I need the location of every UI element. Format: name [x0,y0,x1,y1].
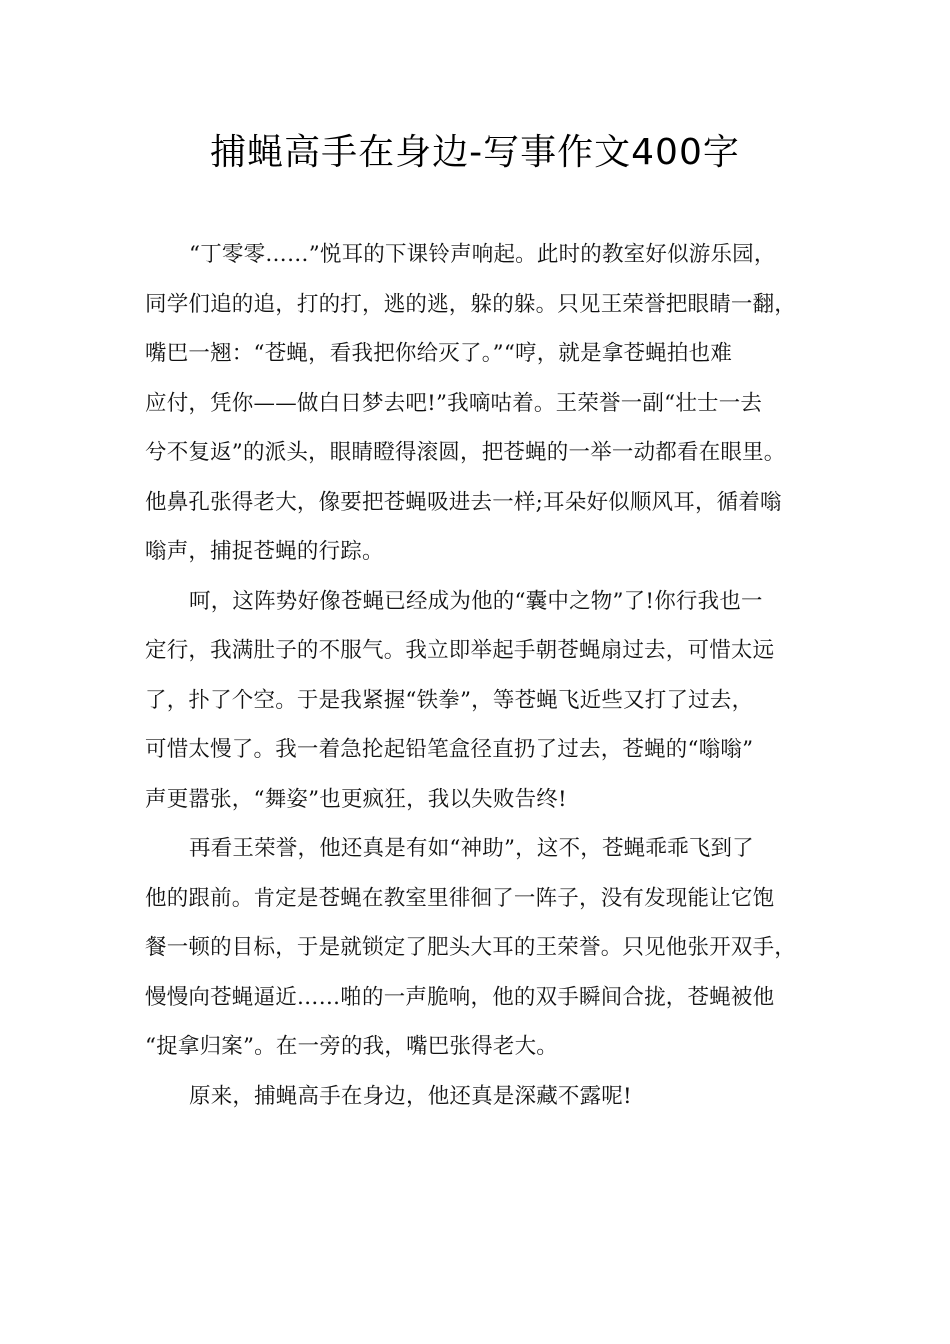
essay-body [145,230,825,1121]
paragraph-1-line-7: 嗡声，捕捉苍蝇的行踪。 [145,539,384,564]
paragraph-2-line-1: 呵，这阵势好像苍蝇已经成为他的“囊中之物”了!你行我也一 [189,588,763,614]
paragraph-3-line-1: 再看王荣誉，他还真是有如“神助”，这不，苍蝇乖乖飞到了 [189,836,754,861]
paragraph-1-line-4: 应付，凭你——做白日梦去吧!”我嘀咕着。王荣誉一副“壮士一去 [145,390,763,416]
paragraph-3-line-5: “捉拿归案”。在一旁的我，嘴巴张得老大。 [145,1034,558,1059]
paragraph-1-line-2: 同学们追的追，打的打，逃的逃，躲的躲。只见王荣誉把眼睛一翻， [145,291,797,317]
paragraph-3-line-4: 慢慢向苍蝇逼近……啪的一声脆响，他的双手瞬间合拢，苍蝇被他 [145,984,775,1010]
paragraph-2-line-5: 声更嚣张，“舞姿”也更疯狂，我以失败告终! [145,786,567,812]
paragraph-2-line-4: 可惜太慢了。我一着急抡起铅笔盒径直扔了过去，苍蝇的“嗡嗡” [145,737,754,762]
paragraph-2-line-3: 了，扑了个空。于是我紧握“铁拳”，等苍蝇飞近些又打了过去， [145,687,754,713]
paragraph-1-line-3: 嘴巴一翘：“苍蝇，看我把你给灭了。”“哼，就是拿苍蝇拍也难 [145,341,733,366]
paragraph-3-line-2: 他的跟前。肯定是苍蝇在教室里徘徊了一阵子，没有发现能让它饱 [145,885,775,911]
paragraph-4-line-1: 原来，捕蝇高手在身边，他还真是深藏不露呢! [189,1083,632,1109]
paragraph-1-line-6: 他鼻孔张得老大，像要把苍蝇吸进去一样;耳朵好似顺风耳，循着嗡 [145,489,782,515]
paragraph-1-line-5: 兮不复返”的派头，眼睛瞪得滚圆，把苍蝇的一举一动都看在眼里。 [145,440,786,465]
paragraph-2-line-2: 定行，我满肚子的不服气。我立即举起手朝苍蝇扇过去，可惜太远 [145,638,775,663]
paragraph-1-line-1: “丁零零……”悦耳的下课铃声响起。此时的教室好似游乐园， [189,242,776,267]
paragraph-3-line-3: 餐一顿的目标，于是就锁定了肥头大耳的王荣誉。只见他张开双手， [145,935,797,960]
document-title: 捕蝇高手在身边-写事作文400字 [210,132,740,173]
